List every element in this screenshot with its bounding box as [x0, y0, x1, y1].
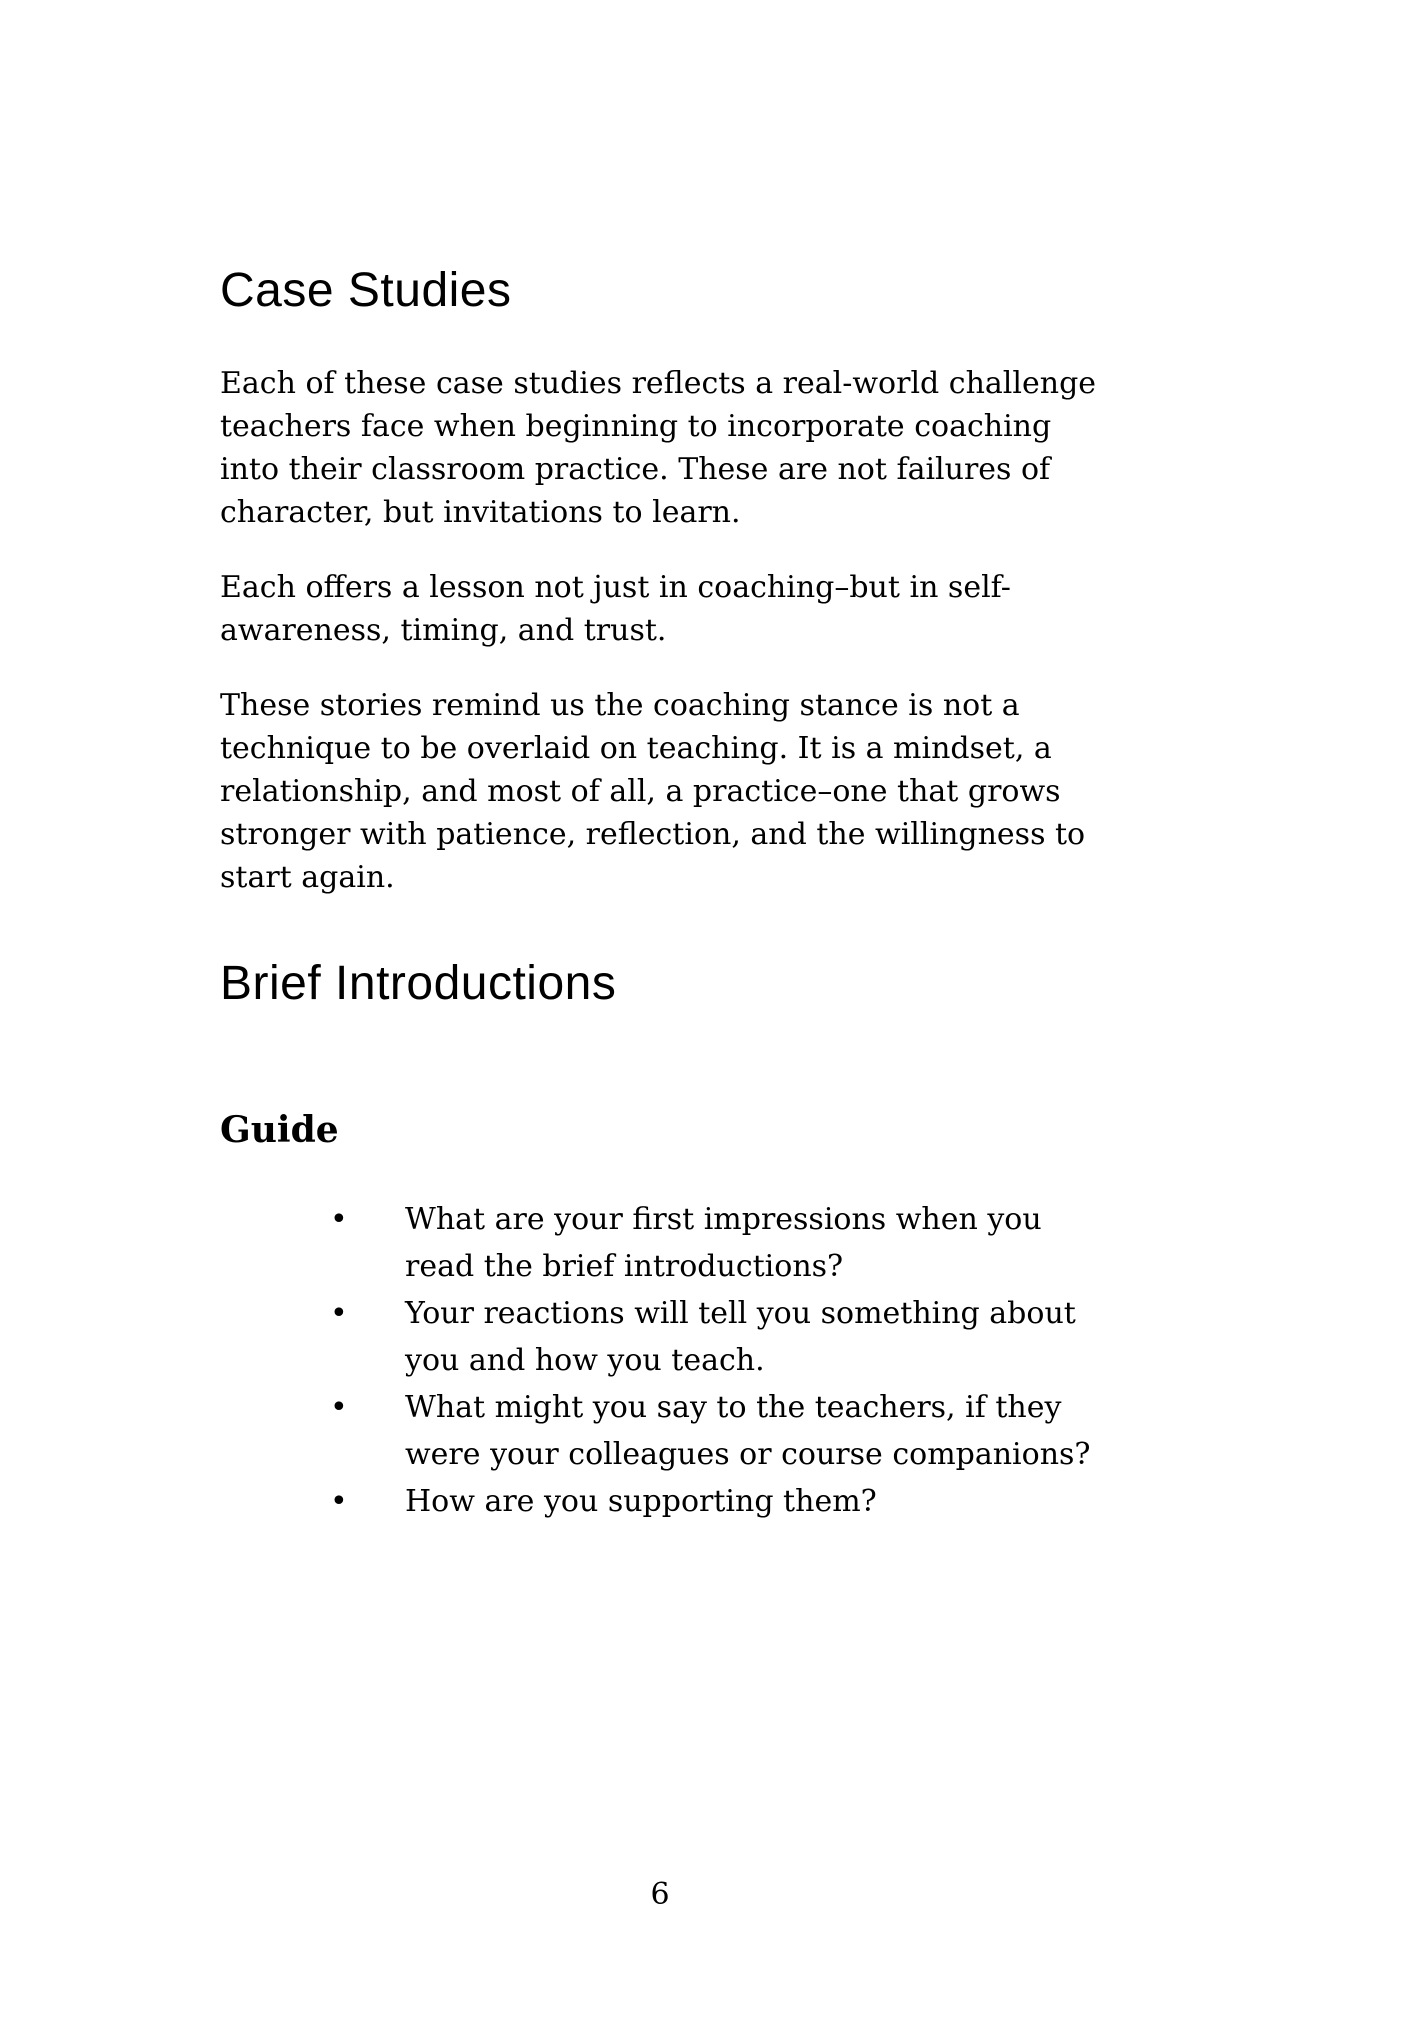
case-studies-heading: Case Studies [220, 264, 512, 317]
page-number: 6 [650, 1877, 670, 1913]
brief-introductions-heading: Brief Introductions [220, 956, 617, 1010]
guide-subheading: Guide [220, 1109, 339, 1152]
bullet-text: Your reactions will tell you something about you and how you teach. [405, 1296, 1076, 1379]
guide-bullet-list [220, 1196, 1100, 1525]
list-item [220, 1196, 1100, 1290]
list-item [220, 1478, 1100, 1525]
stories-paragraph: These stories remind us the coaching stance is not a technique to be overlaid on teaching. It is a mindset, a relationship, and most of all, a practice–one that grows stronger with patience, reflection, and the willingness to start again. [220, 687, 1086, 895]
bullet-text: What are your first impressions when you read the brief introductions? [405, 1202, 1042, 1285]
bullet-icon: • [330, 1390, 348, 1426]
bullet-icon: • [330, 1202, 348, 1238]
list-item [220, 1290, 1100, 1384]
lesson-paragraph: Each offers a lesson not just in coaching–but in self-awareness, timing, and trust. [220, 569, 1011, 648]
bullet-text: What might you say to the teachers, if they were your colleagues or course companions? [405, 1390, 1091, 1473]
case-studies-intro-paragraph: Each of these case studies reflects a real-world challenge teachers face when beginning to incorporate coaching into their classroom practice. These are not failures of character, but invitations to learn. [220, 365, 1097, 530]
bullet-text: How are you supporting them? [405, 1484, 877, 1520]
bullet-icon: • [330, 1296, 348, 1332]
bullet-icon: • [330, 1484, 348, 1520]
list-item [220, 1384, 1100, 1478]
